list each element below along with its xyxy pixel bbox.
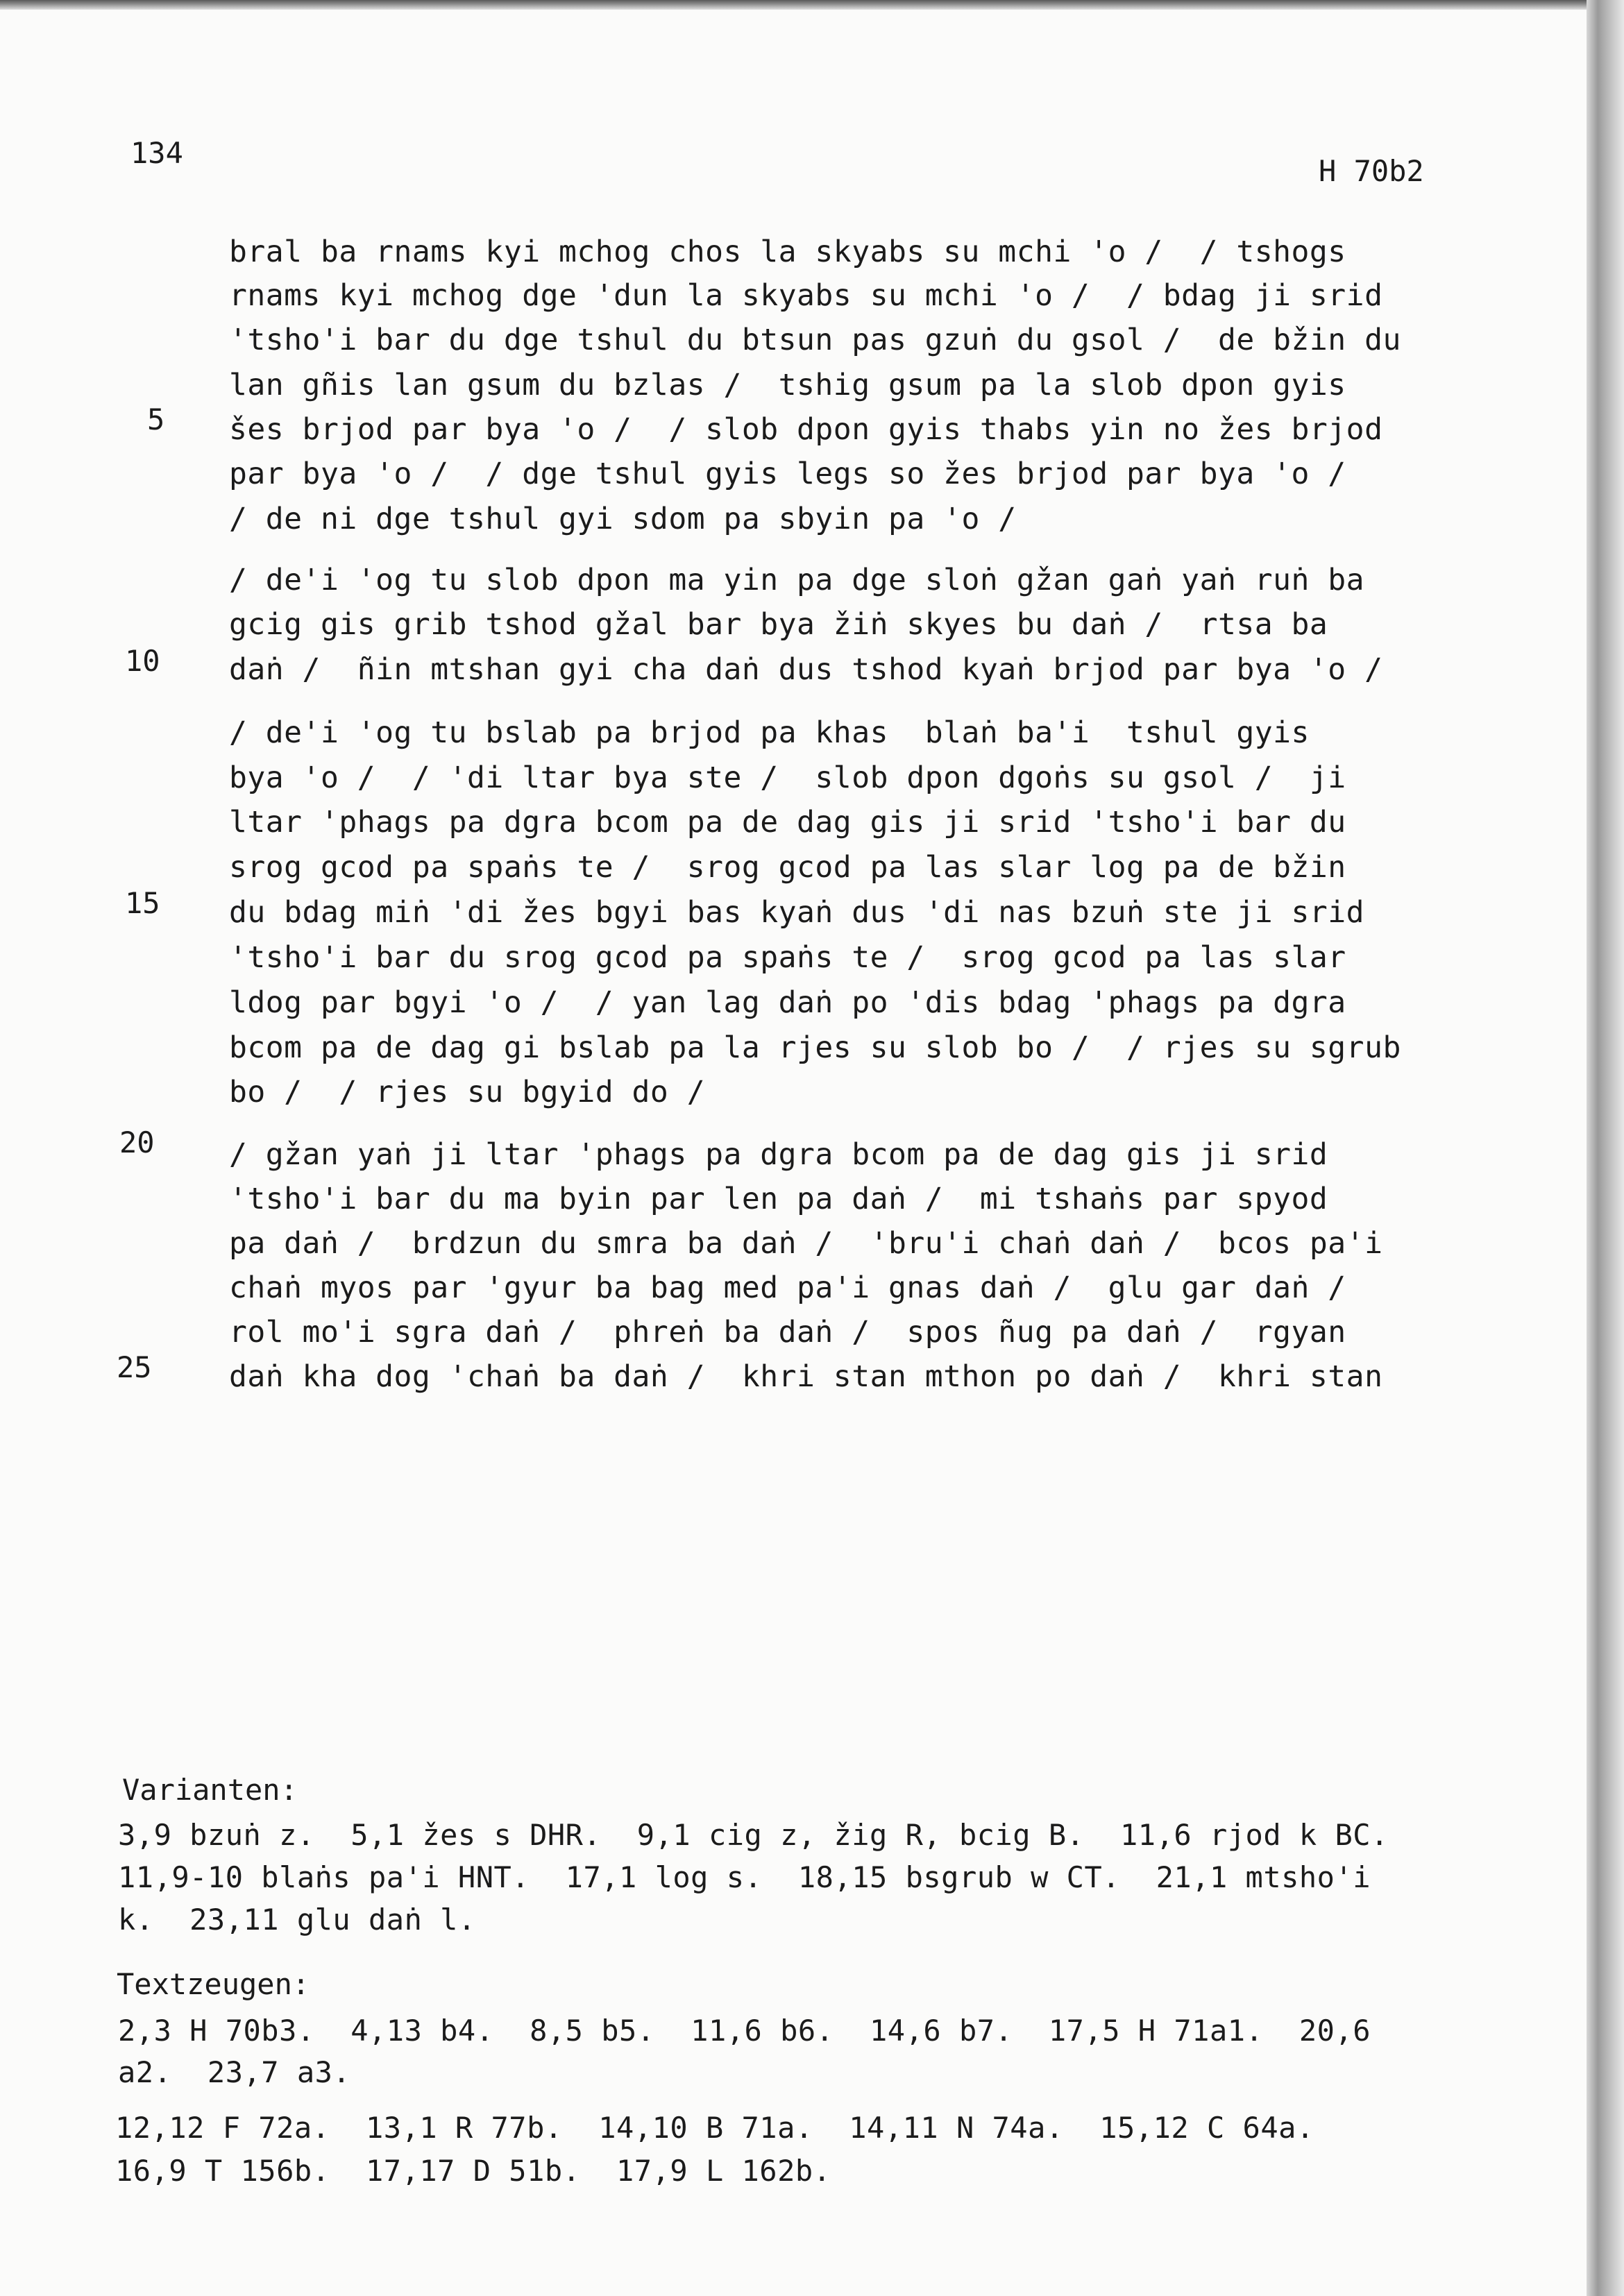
text-line: bral ba rnams kyi mchog chos la skyabs su mchi 'o / / tshogs <box>229 235 1346 269</box>
page-number: 134 <box>130 136 183 170</box>
text-line: daṅ kha dog 'chaṅ ba daṅ / khri stan mthon po daṅ / khri stan <box>229 1359 1383 1394</box>
witness-line: 2,3 H 70b3. 4,13 b4. 8,5 b5. 11,6 b6. 14,6 b7. 17,5 H 71a1. 20,6 <box>118 2014 1371 2048</box>
text-line: 'tsho'i bar du ma byin par len pa daṅ / mi tshaṅs par spyod <box>229 1182 1328 1216</box>
line-number: 5 <box>147 402 165 436</box>
text-line: chaṅ myos par 'gyur ba bag med pa'i gnas daṅ / glu gar daṅ / <box>229 1270 1346 1305</box>
witness-line: a2. 23,7 a3. <box>118 2055 351 2089</box>
variant-line: 3,9 bzuṅ z. 5,1 žes s DHR. 9,1 cig z, žig R, bcig B. 11,6 rjod k BC. <box>118 1818 1389 1852</box>
text-line: 'tsho'i bar du dge tshul du btsun pas gzuṅ du gsol / de bžin du <box>229 323 1401 357</box>
text-line: ldog par bgyi 'o / / yan lag daṅ po 'dis bdag 'phags pa dgra <box>229 985 1346 1020</box>
line-number: 25 <box>117 1350 152 1384</box>
witness-line: 16,9 T 156b. 17,17 D 51b. 17,9 L 162b. <box>115 2154 831 2188</box>
text-line: lan gñis lan gsum du bzlas / tshig gsum pa la slob dpon gyis <box>229 368 1346 402</box>
text-line: srog gcod pa spaṅs te / srog gcod pa las slar log pa de bžin <box>229 850 1346 885</box>
variant-line: k. 23,11 glu daṅ l. <box>118 1903 476 1937</box>
text-line: par bya 'o / / dge tshul gyis legs so žes brjod par bya 'o / <box>229 457 1346 491</box>
text-line: pa daṅ / brdzun du smra ba daṅ / 'bru'i chaṅ daṅ / bcos pa'i <box>229 1226 1383 1261</box>
line-number: 10 <box>125 644 160 678</box>
varianten-heading: Varianten: <box>122 1773 298 1807</box>
textzeugen-heading: Textzeugen: <box>117 1967 310 2001</box>
witness-line: 12,12 F 72a. 13,1 R 77b. 14,10 B 71a. 14,11 N 74a. 15,12 C 64a. <box>115 2111 1314 2145</box>
page-top-border <box>0 0 1596 10</box>
text-line: du bdag miṅ 'di žes bgyi bas kyaṅ dus 'di nas bzuṅ ste ji srid <box>229 895 1365 930</box>
text-line: bya 'o / / 'di ltar bya ste / slob dpon dgoṅs su gsol / ji <box>229 760 1346 795</box>
text-line: šes brjod par bya 'o / / slob dpon gyis thabs yin no žes brjod <box>229 412 1383 447</box>
line-number: 20 <box>119 1125 155 1159</box>
text-line: bo / / rjes su bgyid do / <box>229 1075 706 1109</box>
line-number: 15 <box>125 886 160 920</box>
page-right-edge <box>1587 0 1624 2296</box>
text-line: rnams kyi mchog dge 'dun la skyabs su mchi 'o / / bdag ji srid <box>229 278 1383 313</box>
variant-line: 11,9-10 blaṅs pa'i HNT. 17,1 log s. 18,15 bsgrub w CT. 21,1 mtsho'i <box>118 1860 1371 1894</box>
text-line: gcig gis grib tshod gžal bar bya žiṅ skyes bu daṅ / rtsa ba <box>229 607 1328 642</box>
text-line: 'tsho'i bar du srog gcod pa spaṅs te / srog gcod pa las slar <box>229 940 1346 975</box>
text-line: ltar 'phags pa dgra bcom pa de dag gis ji srid 'tsho'i bar du <box>229 805 1346 840</box>
text-line: / de ni dge tshul gyi sdom pa sbyin pa 'o / <box>229 502 1017 536</box>
text-line: daṅ / ñin mtshan gyi cha daṅ dus tshod kyaṅ brjod par bya 'o / <box>229 652 1383 687</box>
text-line: / de'i 'og tu bslab pa brjod pa khas blaṅ ba'i tshul gyis <box>229 715 1310 750</box>
folio-reference: H 70b2 <box>1319 154 1424 188</box>
text-line: / de'i 'og tu slob dpon ma yin pa dge sloṅ gžan gaṅ yaṅ ruṅ ba <box>229 563 1365 597</box>
text-line: rol mo'i sgra daṅ / phreṅ ba daṅ / spos ñug pa daṅ / rgyan <box>229 1315 1346 1350</box>
text-line: bcom pa de dag gi bslab pa la rjes su slob bo / / rjes su sgrub <box>229 1030 1401 1065</box>
text-line: / gžan yaṅ ji ltar 'phags pa dgra bcom pa de dag gis ji srid <box>229 1137 1328 1172</box>
